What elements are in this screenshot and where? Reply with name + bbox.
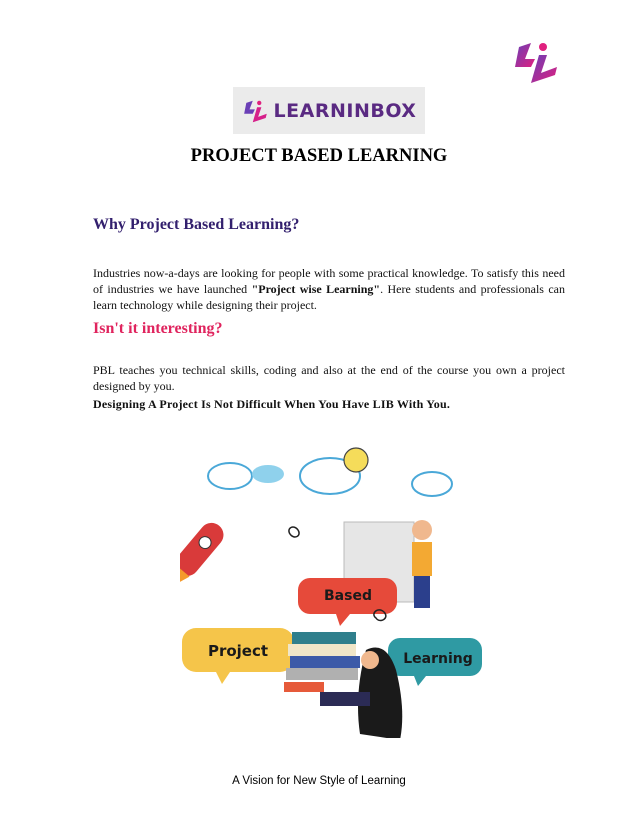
section-heading-interesting: Isn't it interesting? <box>93 320 223 337</box>
bubble-learning-label: Learning <box>403 651 473 667</box>
bubble-based-label: Based <box>324 588 372 604</box>
sun-icon <box>344 448 368 472</box>
rocket-icon <box>180 518 228 598</box>
footer-text: A Vision for New Style of Learning <box>232 775 406 787</box>
brand-name: LEARNINBOX <box>273 99 417 122</box>
brand-mark-icon <box>242 98 270 124</box>
bubble-project-label: Project <box>207 642 269 660</box>
para-bold-text: "Project wise Learning" <box>251 282 381 296</box>
pbl-illustration <box>180 438 485 738</box>
para-text: Industries now-a-days are looking for people with some practical knowledge. To satisfy this need of industries we have launched <box>93 266 565 296</box>
section-heading-why: Why Project Based Learning? <box>93 216 300 233</box>
corner-logo <box>511 39 563 85</box>
tagline: Designing A Project Is Not Difficult When You Have LIB With You. <box>93 397 451 411</box>
brand-logo <box>233 87 425 134</box>
section-paragraph-pbl: PBL teaches you technical skills, coding and also at the end of the course you own a project designed by you. <box>93 363 565 393</box>
para-text-end: . Here students and professionals can learn technology while designing their project. <box>93 282 566 312</box>
page-title: PROJECT BASED LEARNING <box>190 146 448 166</box>
learning-bubble <box>388 638 482 686</box>
section-paragraph-why <box>93 265 565 313</box>
scribble-icon <box>289 527 299 537</box>
books-stack <box>286 632 360 680</box>
cloud-icon <box>208 458 452 496</box>
worker-figure <box>412 520 432 608</box>
cloud-icon <box>252 465 284 483</box>
project-bubble <box>182 628 294 684</box>
based-bubble <box>298 578 397 626</box>
